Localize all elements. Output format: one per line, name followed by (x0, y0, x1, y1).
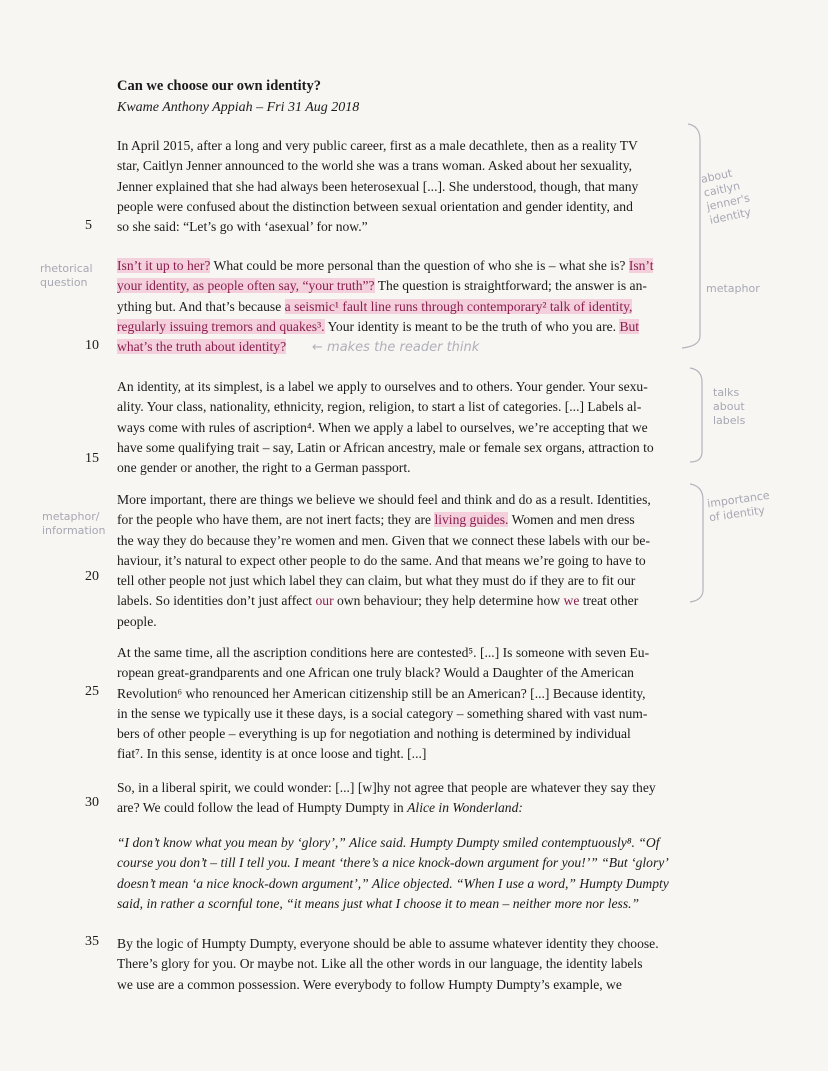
margin-note: metaphor (706, 282, 760, 295)
text-line: bers of other people – everything is up for negotiation and nothing is determined by individual (117, 726, 631, 742)
text-span: labels. So identities don’t just affect (117, 593, 316, 609)
text-line: So, in a liberal spirit, we could wonder: [...] [w]hy not agree that people are whatever they say they (117, 780, 656, 795)
margin-note: rhetorical question (40, 262, 93, 289)
text-line: ality. Your class, nationality, ethnicity, region, religion, to start a list of categories. [...] Labels al- (117, 399, 642, 415)
highlight: regularly issuing tremors and quakes³. (117, 318, 325, 334)
line-number: 30 (85, 795, 99, 810)
text-line: Revolution⁶ who renounced her American citizenship still be an American? [...] Because identity, (117, 685, 646, 701)
margin-note: talks about labels (713, 386, 746, 427)
text-line: In April 2015, after a long and very public career, first as a male decathlete, then as a reality TV (117, 138, 638, 153)
text-span: are? We could follow the lead of Humpty Dumpty in (117, 800, 408, 816)
text-line: By the logic of Humpty Dumpty, everyone should be able to assume whatever identity they choose. (117, 936, 659, 951)
text-span: What could be more personal than the question of who she is – what she is? (210, 258, 629, 273)
text-line: course you don’t – till I tell you. I meant ‘there’s a nice knock-down argument for you!’” “But ‘glory’ (117, 855, 669, 871)
line-number: 20 (85, 569, 99, 584)
margin-note: metaphor/ information (42, 510, 106, 537)
text-line: There’s glory for you. Or maybe not. Like all the other words in our language, the identity labels (117, 956, 643, 972)
line-number: 10 (85, 338, 99, 353)
line-number: 25 (85, 684, 99, 699)
article-byline: Kwame Anthony Appiah – Fri 31 Aug 2018 (117, 100, 360, 115)
text-span: for the people who have them, are not inert facts; they are (117, 512, 435, 528)
text-line: An identity, at its simplest, is a label we apply to ourselves and to others. Your gender. Your sexu- (117, 379, 648, 394)
highlight: living guides. (434, 512, 509, 528)
text-line: in the sense we typically use it these days, is a social category – something shared with vast num- (117, 705, 648, 721)
text-line: “I don’t know what you mean by ‘glory’,” Alice said. Humpty Dumpty smiled contemptuously⁸. “Of (117, 835, 660, 850)
bracket-line (690, 368, 702, 462)
text-line: doesn’t mean ‘a nice knock-down argument’,” Alice objected. “When I use a word,” Humpty Dumpty (117, 875, 669, 891)
text-span: own behaviour; they help determine how (333, 593, 564, 609)
text-line: haviour, it’s natural to expect other people to do the same. And that means we’re going to have to (117, 552, 646, 568)
text-span: Your identity is meant to be the truth of who you are. (324, 318, 620, 334)
text-line: Jenner explained that she had always been heterosexual [...]. She understood, though, that many (117, 178, 639, 194)
text-line: people were confused about the distinction between sexual orientation and gender identity, and (117, 198, 633, 214)
text-line: one gender or another, the right to a German passport. (117, 460, 411, 476)
text-line: people. (117, 613, 157, 629)
line-number: 5 (85, 218, 92, 233)
text-line: the way they do because they’re women and men. Given that we connect these labels with our be- (117, 532, 650, 548)
highlight: Isn’t it up to her? (117, 258, 211, 273)
text-line: we use are a common possession. Were everybody to follow Humpty Dumpty’s example, we (117, 976, 622, 992)
book-title: Alice in Wonderland: (407, 800, 523, 816)
text-span: ything but. And that’s because (117, 298, 285, 314)
text-line: ways come with rules of ascription⁴. When we apply a label to ourselves, we’re accepting that we (117, 419, 648, 435)
text-line: fiat⁷. In this sense, identity is at once loose and tight. [...] (117, 746, 427, 762)
highlight: your identity, as people often say, “your truth”? (117, 278, 375, 294)
margin-note: importance of identity (706, 488, 771, 525)
text-line: have some qualifying trait – say, Latin or African ancestry, male or female sex organs, attraction to (117, 439, 654, 455)
text-line: More important, there are things we believe we should feel and think and do as a result. Identities, (117, 492, 651, 507)
text-line: At the same time, all the ascription conditions here are contested⁵. [...] Is someone with seven Eu- (117, 645, 650, 660)
bracket-line (682, 124, 700, 348)
margin-note: about caitlyn jenner's identity (699, 166, 753, 227)
text-line: ropean great-grandparents and one African one truly black? Would a Daughter of the American (117, 665, 634, 681)
text-span: treat other (579, 593, 639, 609)
emphasis: our (315, 593, 334, 609)
text-line: tell other people not just which label they can claim, but what they must do if they are to fit our (117, 573, 636, 589)
handwritten-comment: ← makes the reader think (312, 340, 480, 355)
text-span: The question is straightforward; the answer is an- (374, 278, 647, 294)
article-title: Can we choose our own identity? (117, 78, 321, 94)
highlight: what’s the truth about identity? (117, 339, 287, 355)
text-line: so she said: “Let’s go with ‘asexual’ for now.” (117, 219, 368, 235)
text-span: Women and men dress (508, 512, 635, 528)
emphasis: we (563, 593, 580, 609)
highlight: But (619, 318, 640, 334)
line-number: 15 (85, 451, 99, 466)
text-line: said, in rather a scornful tone, “it means just what I choose it to mean – neither more nor less.” (117, 895, 640, 911)
line-number: 35 (85, 934, 99, 949)
text-line: star, Caitlyn Jenner announced to the world she was a trans woman. Asked about her sexuality, (117, 158, 633, 174)
highlight: Isn’t (628, 258, 654, 273)
highlight: a seismic¹ fault line runs through contemporary² talk of identity, (284, 298, 633, 314)
bracket-line (690, 484, 703, 602)
